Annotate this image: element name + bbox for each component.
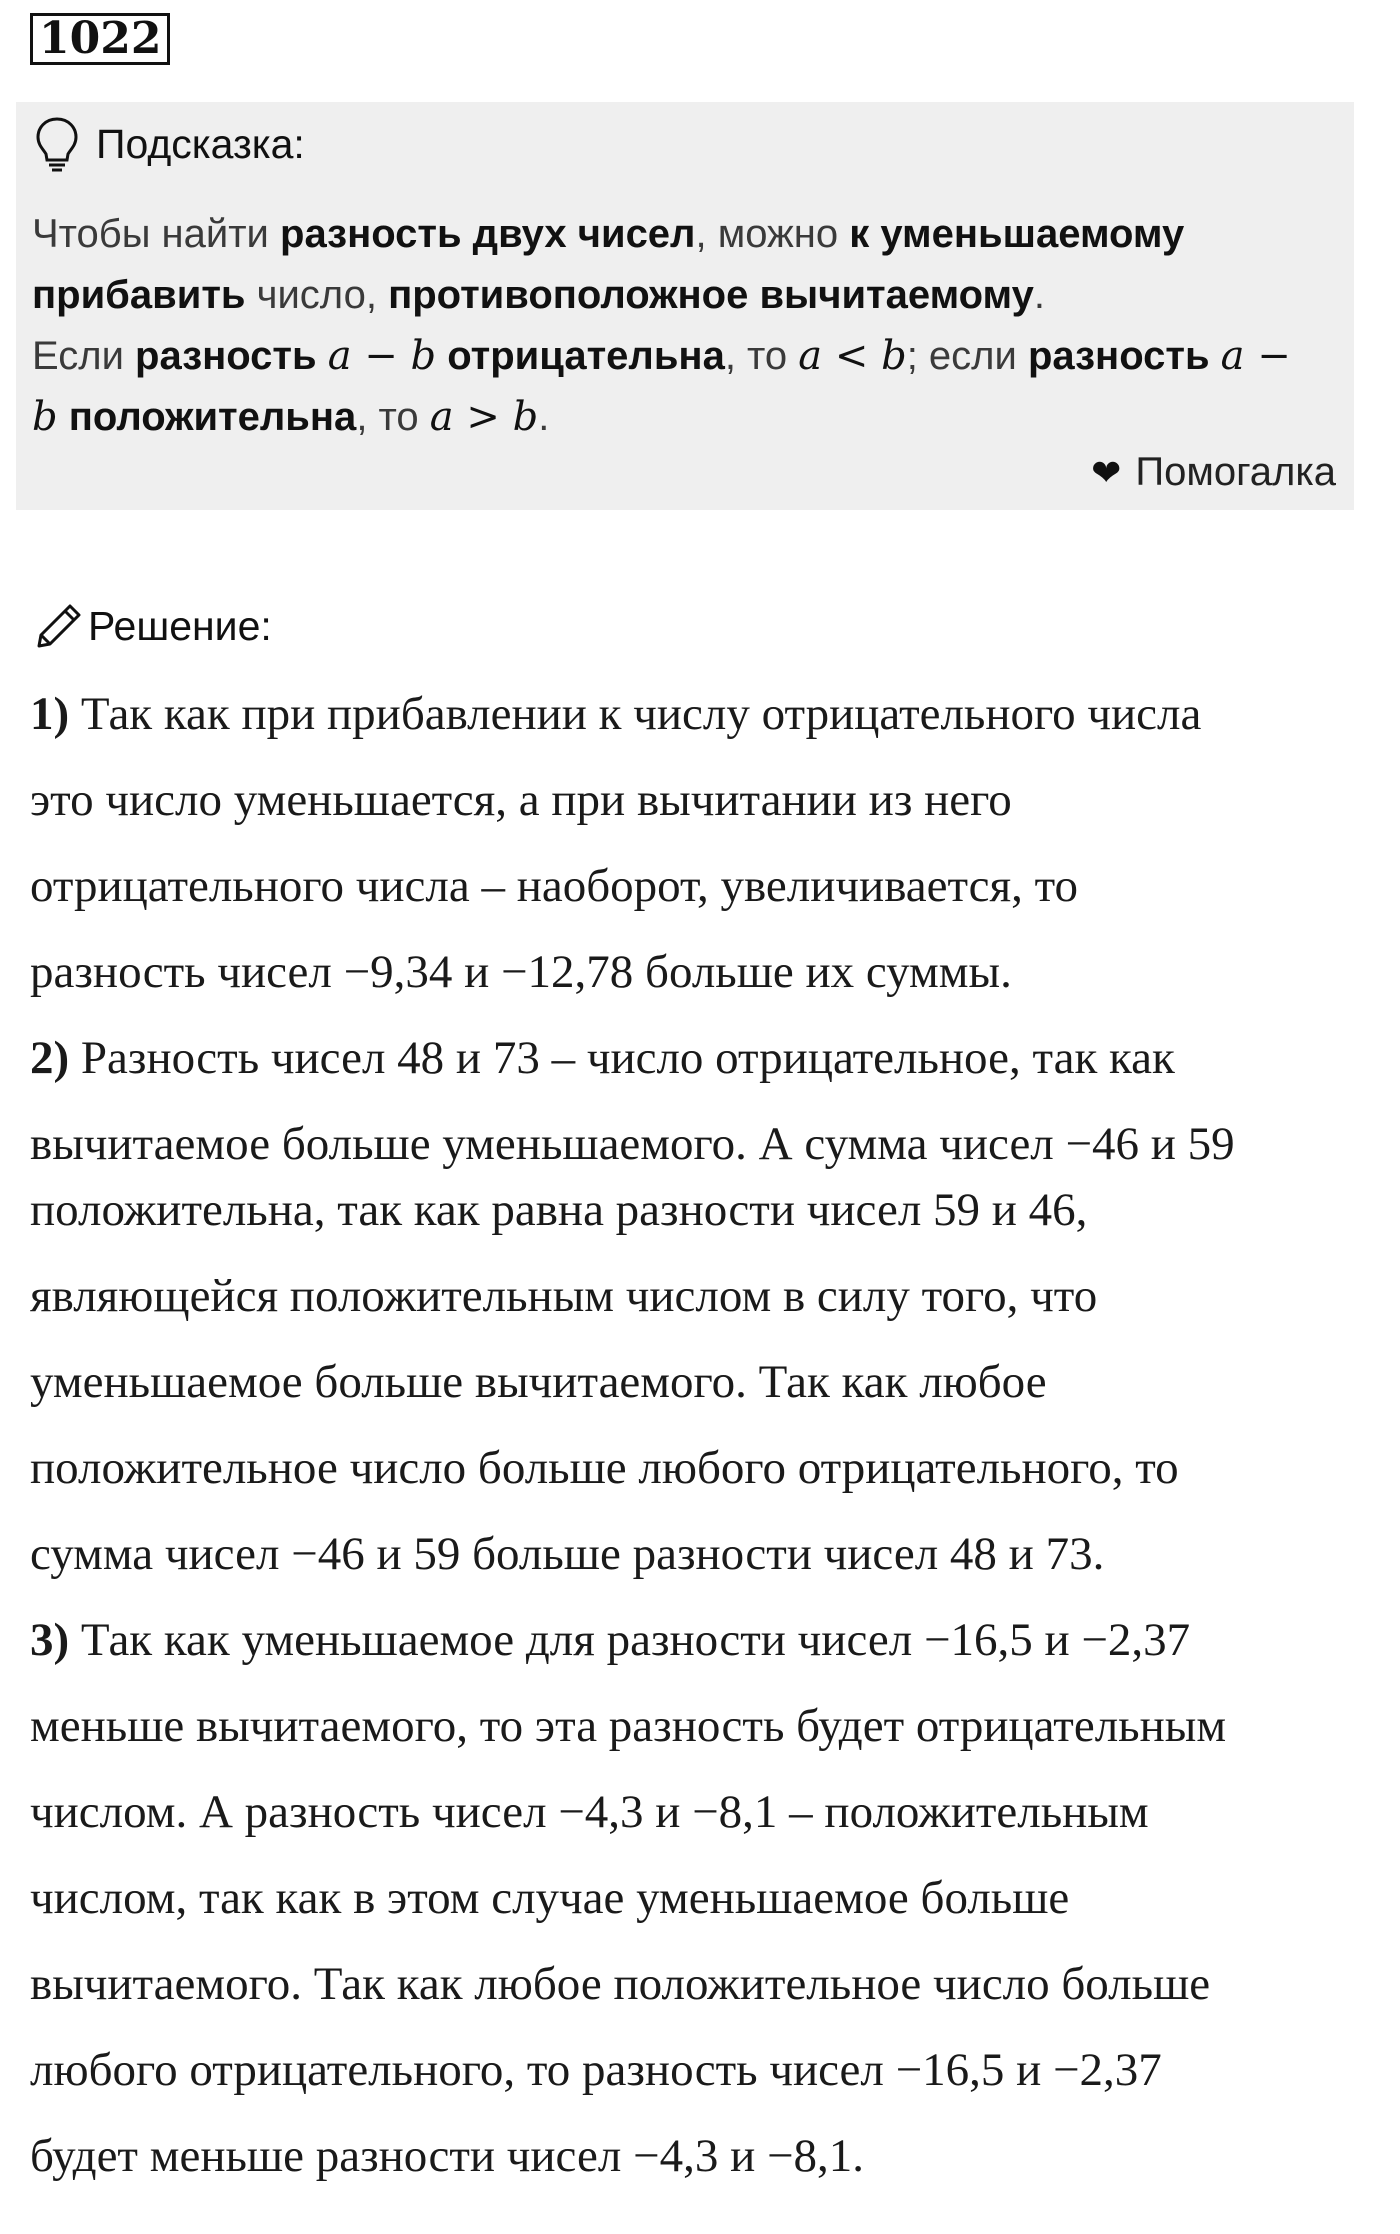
solution-line <box>30 684 1360 770</box>
item-number: 2) <box>30 1032 70 1084</box>
solution-line <box>30 1028 1360 1114</box>
task-number: 1022 <box>30 13 170 65</box>
solution-line-text: разность чисел −9,34 и −12,78 больше их суммы. <box>30 946 1012 998</box>
hint-header <box>34 114 305 174</box>
solution-line-text: уменьшаемое больше вычитаемого. Так как любое <box>30 1356 1047 1408</box>
item-number: 1) <box>30 688 70 740</box>
hint-title: Подсказка: <box>96 120 305 167</box>
hint-text-run: , то <box>356 395 430 439</box>
credit-label: Помогалка <box>1135 450 1336 494</box>
lightbulb-icon <box>34 116 80 172</box>
solution-header <box>34 596 272 656</box>
hint-text-run: ; если <box>906 334 1028 378</box>
hint-emphasis: положительна <box>57 395 357 439</box>
solution-line-text: будет меньше разности чисел −4,3 и −8,1. <box>30 2130 864 2182</box>
helper-credit[interactable] <box>1091 450 1336 495</box>
hint-line-3 <box>32 326 1352 387</box>
solution-line-text: числом, так как в этом случае уменьшаемое больше <box>30 1872 1070 1924</box>
hint-text-run: , то <box>724 334 799 378</box>
math-expression: a < b <box>798 333 907 379</box>
solution-line-text: любого отрицательного, то разность чисел −16,5 и −2,37 <box>30 2044 1162 2096</box>
math-expression: a − b <box>327 333 437 379</box>
solution-line-text: вычитаемого. Так как любое положительное число больше <box>30 1958 1211 2010</box>
solution-line <box>30 1266 1360 1352</box>
solution-line <box>30 1524 1360 1610</box>
solution-line <box>30 2040 1360 2126</box>
hint-text-run: число, <box>245 273 389 317</box>
solution-line <box>30 1438 1360 1524</box>
hint-text-run: . <box>538 395 550 439</box>
hint-emphasis: разность <box>1027 334 1221 378</box>
solution-line <box>30 1180 1360 1266</box>
hint-box <box>16 102 1354 510</box>
solution-line-text: Разность чисел 48 и 73 – число отрицательное, так как <box>69 1032 1175 1084</box>
solution-line-text: Так как уменьшаемое для разности чисел −16,5 и −2,37 <box>69 1614 1191 1666</box>
solution-line-text: это число уменьшается, а при вычитании из него <box>30 774 1012 826</box>
math-expression: a > b <box>429 394 539 440</box>
math-expression: a − <box>1220 333 1291 379</box>
heart-icon: ❤ <box>1091 451 1122 493</box>
hint-emphasis: разность <box>135 334 328 378</box>
solution-line-text: числом. А разность чисел −4,3 и −8,1 – положительным <box>30 1786 1149 1838</box>
item-number: 3) <box>30 1614 70 1666</box>
solution-line-text: являющейся положительным числом в силу того, что <box>30 1270 1098 1322</box>
solution-line <box>30 770 1360 856</box>
solution-line-text: отрицательного числа – наоборот, увеличивается, то <box>30 860 1078 912</box>
hint-text <box>32 204 1352 448</box>
solution-line <box>30 1352 1360 1438</box>
solution-line <box>30 942 1360 1028</box>
hint-text-run: , можно <box>695 212 850 256</box>
hint-emphasis: разность двух чисел <box>280 212 696 256</box>
pencil-icon <box>34 601 84 651</box>
solution-line <box>30 1696 1360 1782</box>
solution-line <box>30 1954 1360 2040</box>
hint-line-4 <box>32 387 1352 448</box>
solution-line <box>30 1610 1360 1696</box>
hint-line-1 <box>32 204 1352 265</box>
solution-line-text: Так как при прибавлении к числу отрицательного числа <box>69 688 1202 740</box>
math-expression: b <box>32 394 58 440</box>
hint-emphasis: к уменьшаемому <box>849 212 1185 256</box>
solution-line-text: вычитаемое больше уменьшаемого. А сумма чисел −46 и 59 <box>30 1118 1235 1170</box>
hint-emphasis: прибавить <box>32 273 246 317</box>
hint-text-run: Чтобы найти <box>32 212 281 256</box>
hint-text-run: Если <box>32 334 136 378</box>
solution-line <box>30 1782 1360 1868</box>
hint-text-run: . <box>1033 273 1045 317</box>
solution-line-text: положительное число больше любого отрицательного, то <box>30 1442 1179 1494</box>
solution-line <box>30 1868 1360 1954</box>
solution-line <box>30 1114 1360 1180</box>
hint-line-2 <box>32 265 1352 326</box>
solution-line-text: меньше вычитаемого, то эта разность будет отрицательным <box>30 1700 1227 1752</box>
hint-emphasis: противоположное вычитаемому <box>388 273 1034 317</box>
solution-text <box>30 684 1360 2212</box>
solution-line-text: сумма чисел −46 и 59 больше разности чисел 48 и 73. <box>30 1528 1105 1580</box>
solution-title: Решение: <box>88 602 272 649</box>
solution-line-text: положительна, так как равна разности чисел 59 и 46, <box>30 1184 1088 1236</box>
solution-line <box>30 856 1360 942</box>
hint-emphasis: отрицательна <box>436 334 725 378</box>
solution-line <box>30 2126 1360 2212</box>
